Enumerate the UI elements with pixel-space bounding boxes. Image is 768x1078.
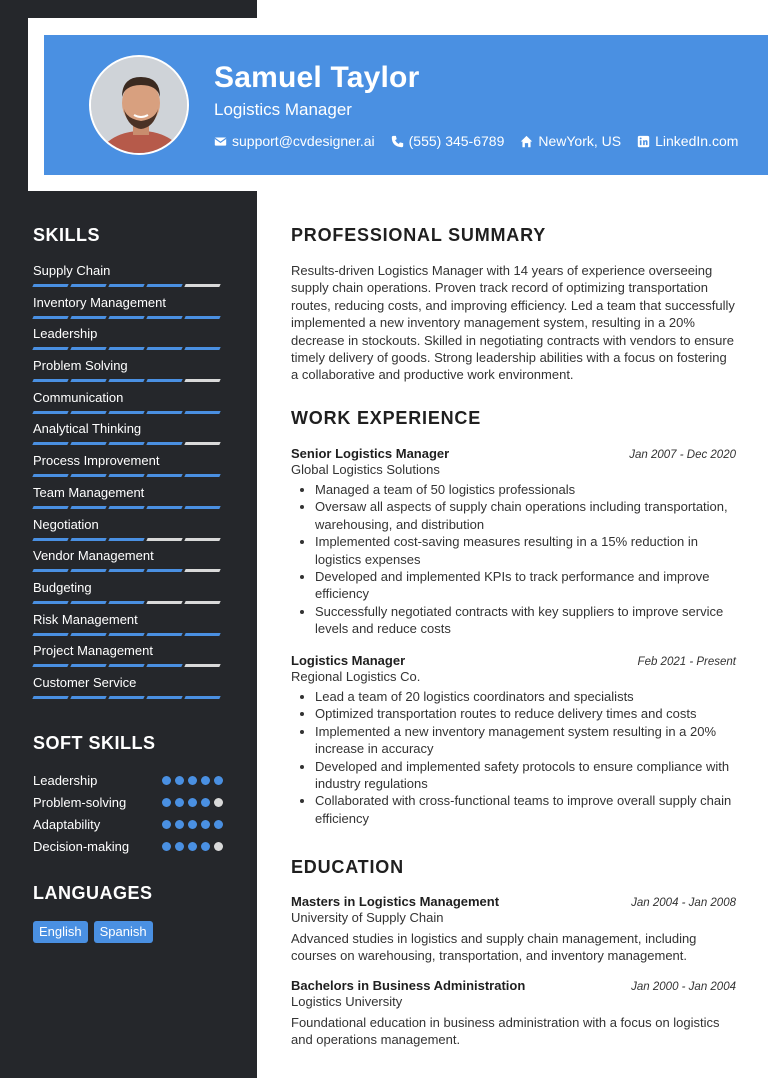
skill-level-bar <box>33 284 223 287</box>
skill-level-segment <box>32 506 68 509</box>
skill-level-segment <box>70 664 106 667</box>
candidate-name: Samuel Taylor <box>214 61 420 94</box>
job-company: Regional Logistics Co. <box>291 669 421 684</box>
contact-phone[interactable] <box>391 133 505 149</box>
job-company: Global Logistics Solutions <box>291 462 440 477</box>
skill-level-segment <box>32 347 68 350</box>
skill-level-segment <box>146 411 182 414</box>
degree-title: Bachelors in Business Administration <box>291 978 526 993</box>
education-date: Jan 2000 - Jan 2004 <box>631 981 736 993</box>
skill-level-segment <box>184 601 220 604</box>
skill-item <box>33 611 223 643</box>
skill-name: Project Management <box>33 643 153 659</box>
skill-name: Supply Chain <box>33 263 111 278</box>
rating-dot <box>214 820 223 829</box>
skill-level-segment <box>108 442 144 445</box>
skill-level-segment <box>184 316 220 319</box>
skill-level-segment <box>70 569 106 572</box>
soft-skill-rating <box>162 842 223 851</box>
languages-heading: LANGUAGES <box>33 883 153 903</box>
job-date: Jan 2007 - Dec 2020 <box>629 449 736 461</box>
skill-level-segment <box>146 506 182 509</box>
skill-level-segment <box>32 411 68 414</box>
rating-dot <box>188 842 197 851</box>
skill-item <box>33 642 223 674</box>
rating-dot <box>201 776 210 785</box>
skill-level-bar <box>33 347 223 350</box>
language-badge: English <box>33 921 88 943</box>
skill-level-segment <box>184 569 220 572</box>
skill-name: Communication <box>33 389 124 405</box>
skill-name: Risk Management <box>33 611 138 627</box>
skill-item <box>33 579 223 611</box>
avatar <box>89 55 189 155</box>
job-date: Feb 2021 - Present <box>637 656 736 668</box>
skill-level-bar <box>33 474 223 477</box>
skill-item <box>33 547 223 579</box>
skill-level-bar <box>33 538 223 541</box>
job-bullet: • Oversaw all aspects of supply chain operations including transportation, warehousing, and distribution <box>315 498 736 533</box>
skill-level-segment <box>70 474 106 477</box>
summary-text: Results-driven Logistics Manager with 14 years of experience overseeing supply chain operations. Proven track record of optimizing transportation routes, reducing costs, and improving efficiency. Led a team that successfully implemented a new inventory management system, resulting in a 20% decrease in stockouts. Skilled in negotiating contracts with vendors to ensure timely delivery of goods. Strong leadership abilities with a focus on fostering a collaborative and productive work environment. <box>291 263 735 383</box>
skill-level-bar <box>33 506 223 509</box>
rating-dot <box>188 820 197 829</box>
rating-dot <box>175 842 184 851</box>
skill-level-segment <box>108 284 144 287</box>
contact-linkedin[interactable] <box>637 133 738 149</box>
email-icon <box>214 135 227 148</box>
soft-skill-rating <box>162 776 223 785</box>
home-icon <box>520 135 533 148</box>
skill-name: Budgeting <box>33 579 92 595</box>
skill-level-bar <box>33 316 223 319</box>
soft-skill-rating <box>162 820 223 829</box>
skill-level-segment <box>70 442 106 445</box>
skill-item <box>33 262 223 294</box>
skill-level-segment <box>146 538 182 541</box>
skill-item <box>33 389 223 421</box>
skill-level-segment <box>184 474 220 477</box>
skill-level-segment <box>184 506 220 509</box>
skill-level-bar <box>33 442 223 445</box>
rating-dot <box>175 820 184 829</box>
skill-level-bar <box>33 633 223 636</box>
skill-level-segment <box>146 664 182 667</box>
skill-level-segment <box>108 379 144 382</box>
education-entry <box>291 978 736 1049</box>
skill-level-segment <box>32 664 68 667</box>
job-title: Senior Logistics Manager <box>291 446 450 461</box>
skill-level-bar <box>33 664 223 667</box>
education-date: Jan 2004 - Jan 2008 <box>631 897 736 909</box>
skill-level-bar <box>33 379 223 382</box>
job-title: Logistics Manager <box>291 653 406 668</box>
skill-level-segment <box>32 696 68 699</box>
skill-item <box>33 484 223 516</box>
rating-dot <box>162 776 171 785</box>
skill-level-segment <box>70 538 106 541</box>
skill-level-segment <box>184 664 220 667</box>
skill-level-segment <box>70 284 106 287</box>
header-banner <box>44 35 768 175</box>
skill-level-segment <box>184 442 220 445</box>
school-name: University of Supply Chain <box>291 910 444 925</box>
job-bullet: • Implemented cost-saving measures resulting in a 15% reduction in logistics expenses <box>315 533 736 568</box>
soft-skill-name: Adaptability <box>33 816 101 832</box>
skill-name: Vendor Management <box>33 548 154 564</box>
soft-skills-heading: SOFT SKILLS <box>33 733 156 753</box>
skill-level-segment <box>70 347 106 350</box>
degree-title: Masters in Logistics Management <box>291 894 500 909</box>
header-card <box>28 18 768 191</box>
rating-dot <box>214 776 223 785</box>
skill-level-segment <box>146 347 182 350</box>
skill-name: Team Management <box>33 484 145 500</box>
contact-location-text: NewYork, US <box>538 133 622 149</box>
skill-item <box>33 294 223 326</box>
soft-skills-list <box>33 769 223 857</box>
education-entry <box>291 894 736 965</box>
job-bullets <box>291 481 736 638</box>
skill-level-segment <box>184 284 220 287</box>
skill-level-segment <box>146 569 182 572</box>
rating-dot <box>175 798 184 807</box>
rating-dot <box>162 820 171 829</box>
job-bullet: • Managed a team of 50 logistics professionals <box>315 481 736 498</box>
soft-skill-rating <box>162 798 223 807</box>
soft-skill-item <box>33 791 223 813</box>
skill-item <box>33 420 223 452</box>
skill-level-segment <box>146 474 182 477</box>
skill-item <box>33 516 223 548</box>
skill-level-segment <box>146 633 182 636</box>
skill-level-segment <box>32 474 68 477</box>
skill-level-segment <box>70 601 106 604</box>
skill-level-segment <box>70 633 106 636</box>
soft-skill-item <box>33 835 223 857</box>
skill-level-segment <box>108 601 144 604</box>
skill-level-segment <box>184 633 220 636</box>
skill-item <box>33 357 223 389</box>
skill-item <box>33 325 223 357</box>
skill-item <box>33 674 223 706</box>
skill-level-segment <box>184 411 220 414</box>
skill-level-segment <box>146 442 182 445</box>
rating-dot <box>214 842 223 851</box>
skill-level-segment <box>32 601 68 604</box>
skill-level-bar <box>33 601 223 604</box>
job-entry <box>291 446 736 638</box>
contact-phone-text: (555) 345-6789 <box>408 133 505 149</box>
skill-level-bar <box>33 696 223 699</box>
soft-skill-name: Decision-making <box>33 838 130 854</box>
skill-level-segment <box>108 411 144 414</box>
skill-level-segment <box>184 538 220 541</box>
rating-dot <box>201 798 210 807</box>
rating-dot <box>162 842 171 851</box>
skill-name: Analytical Thinking <box>33 421 142 437</box>
rating-dot <box>201 842 210 851</box>
skill-level-segment <box>108 664 144 667</box>
skill-level-segment <box>70 696 106 699</box>
skill-level-segment <box>108 569 144 572</box>
skill-level-segment <box>70 316 106 319</box>
skill-level-segment <box>184 696 220 699</box>
skills-list <box>33 262 223 706</box>
job-bullet: • Developed and implemented KPIs to track performance and improve efficiency <box>315 568 736 603</box>
skill-level-segment <box>70 411 106 414</box>
skill-level-segment <box>32 633 68 636</box>
skill-level-segment <box>184 379 220 382</box>
job-bullet: • Implemented a new inventory management system resulting in a 20% increase in accuracy <box>315 723 736 758</box>
education-description: Foundational education in business administration with a focus on logistics and operations management. <box>291 1015 720 1048</box>
linkedin-icon <box>637 135 650 148</box>
skill-level-segment <box>32 538 68 541</box>
soft-skill-item <box>33 813 223 835</box>
job-bullet: • Developed and implemented safety protocols to ensure compliance with industry regulations <box>315 758 736 793</box>
job-entry <box>291 653 736 827</box>
education-heading: EDUCATION <box>291 857 404 877</box>
rating-dot <box>188 776 197 785</box>
job-bullet: • Successfully negotiated contracts with key suppliers to improve service levels and reduce costs <box>315 603 736 638</box>
phone-icon <box>391 135 404 148</box>
rating-dot <box>214 798 223 807</box>
summary-heading: PROFESSIONAL SUMMARY <box>291 225 547 245</box>
skill-level-segment <box>146 284 182 287</box>
profile-photo <box>91 57 189 155</box>
soft-skill-item <box>33 769 223 791</box>
skill-level-segment <box>108 633 144 636</box>
rating-dot <box>175 776 184 785</box>
skill-level-segment <box>32 569 68 572</box>
skill-level-segment <box>146 316 182 319</box>
skill-level-segment <box>108 347 144 350</box>
contact-linkedin-text: LinkedIn.com <box>655 133 739 149</box>
contact-list <box>214 133 738 149</box>
skill-level-segment <box>108 538 144 541</box>
skill-name: Problem Solving <box>33 358 128 374</box>
skill-level-segment <box>146 696 182 699</box>
rating-dot <box>162 798 171 807</box>
skill-name: Negotiation <box>33 516 99 532</box>
job-bullet: • Optimized transportation routes to reduce delivery times and costs <box>315 705 736 722</box>
job-bullet: • Lead a team of 20 logistics coordinators and specialists <box>315 688 736 705</box>
skill-name: Customer Service <box>33 674 137 690</box>
skill-level-segment <box>32 316 68 319</box>
contact-location <box>520 133 621 149</box>
skill-level-bar <box>33 569 223 572</box>
skill-item <box>33 452 223 484</box>
skill-level-bar <box>33 411 223 414</box>
skill-name: Inventory Management <box>33 294 166 310</box>
skill-level-segment <box>108 316 144 319</box>
education-description: Advanced studies in logistics and supply chain management, including courses on warehousing, transportation, and inventory management. <box>291 931 697 964</box>
rating-dot <box>188 798 197 807</box>
skill-level-segment <box>184 347 220 350</box>
languages-list <box>33 921 153 943</box>
skill-level-segment <box>146 379 182 382</box>
skill-level-segment <box>32 284 68 287</box>
skill-level-segment <box>108 506 144 509</box>
job-bullet: • Collaborated with cross-functional teams to improve overall supply chain efficiency <box>315 792 736 827</box>
candidate-role: Logistics Manager <box>214 100 352 119</box>
language-badge: Spanish <box>94 921 153 943</box>
skill-level-segment <box>32 442 68 445</box>
skill-level-segment <box>108 474 144 477</box>
school-name: Logistics University <box>291 994 403 1009</box>
experience-heading: WORK EXPERIENCE <box>291 408 482 428</box>
soft-skill-name: Problem-solving <box>33 794 127 810</box>
skill-name: Leadership <box>33 326 98 342</box>
contact-email[interactable] <box>214 133 375 149</box>
skills-heading: SKILLS <box>33 225 101 245</box>
skill-level-segment <box>70 506 106 509</box>
skill-level-segment <box>70 379 106 382</box>
skill-name: Process Improvement <box>33 453 160 469</box>
skill-level-segment <box>146 601 182 604</box>
job-bullets <box>291 688 736 827</box>
skill-level-segment <box>108 696 144 699</box>
rating-dot <box>201 820 210 829</box>
soft-skill-name: Leadership <box>33 772 98 788</box>
contact-email-text: support@cvdesigner.ai <box>232 133 375 149</box>
skill-level-segment <box>32 379 68 382</box>
